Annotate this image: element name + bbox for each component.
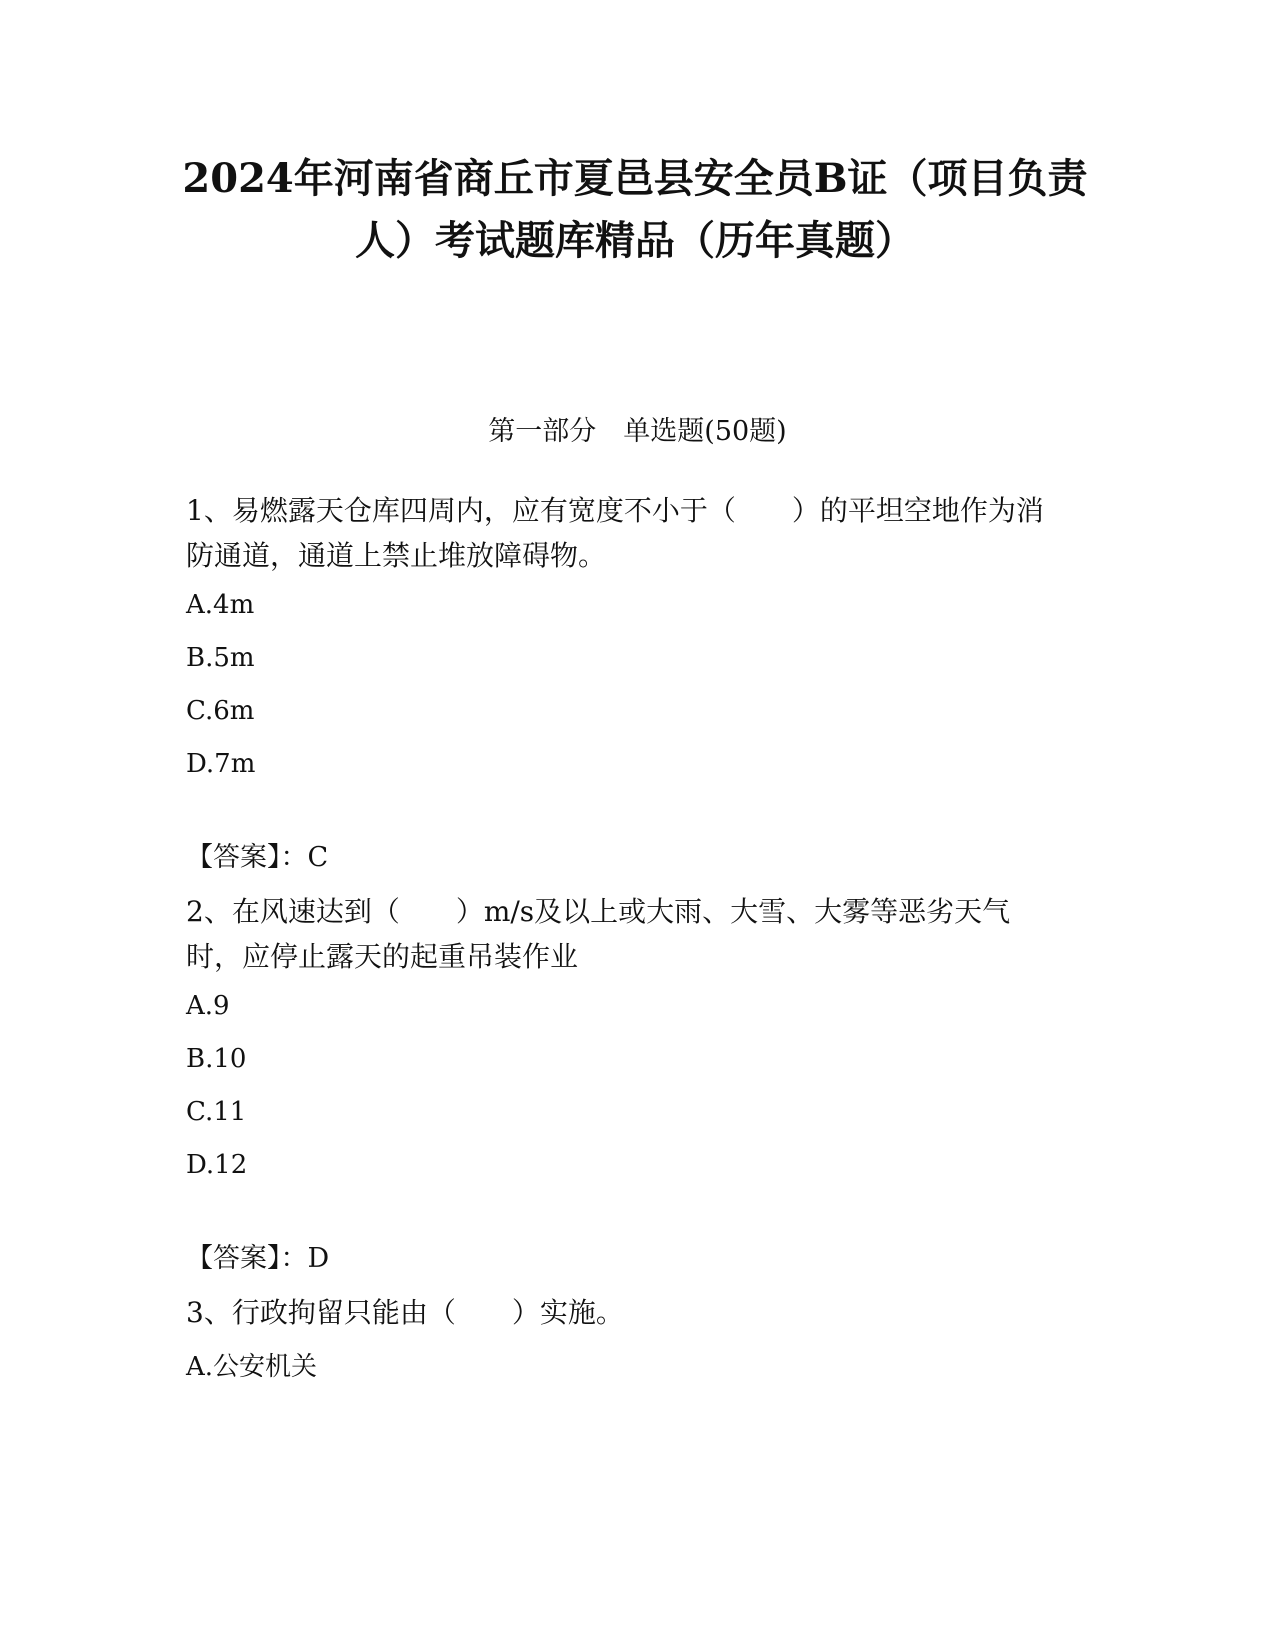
question-1-option-c: C.6m <box>186 696 255 726</box>
section-heading: 第一部分 单选题(50题) <box>488 416 787 447</box>
question-2-option-b: B.10 <box>186 1044 247 1074</box>
question-3-option-a: A.公安机关 <box>186 1352 318 1382</box>
question-1-option-a: A.4m <box>186 590 255 620</box>
question-2-answer: 【答案】：D <box>186 1243 330 1274</box>
question-1-answer: 【答案】：C <box>186 842 329 873</box>
question-1-option-b: B.5m <box>186 643 255 673</box>
question-2-stem: 2、在风速达到（ ）m/s及以上或大雨、大雪、大雾等恶劣天气时，应停止露天的起重吊装作业 <box>186 895 1011 973</box>
question-1-option-d: D.7m <box>186 749 256 779</box>
question-2-option-a: A.9 <box>186 991 230 1021</box>
question-3-stem: 3、行政拘留只能由（ ）实施。 <box>186 1296 624 1329</box>
question-2-option-c: C.11 <box>186 1097 247 1127</box>
question-2-option-d: D.12 <box>186 1150 248 1180</box>
question-1-stem: 1、易燃露天仓库四周内，应有宽度不小于（ ）的平坦空地作为消防通道，通道上禁止堆放障碍物。 <box>186 494 1044 572</box>
document-title: 2024年河南省商丘市夏邑县安全员B证（项目负责人）考试题库精品（历年真题） <box>182 155 1088 264</box>
